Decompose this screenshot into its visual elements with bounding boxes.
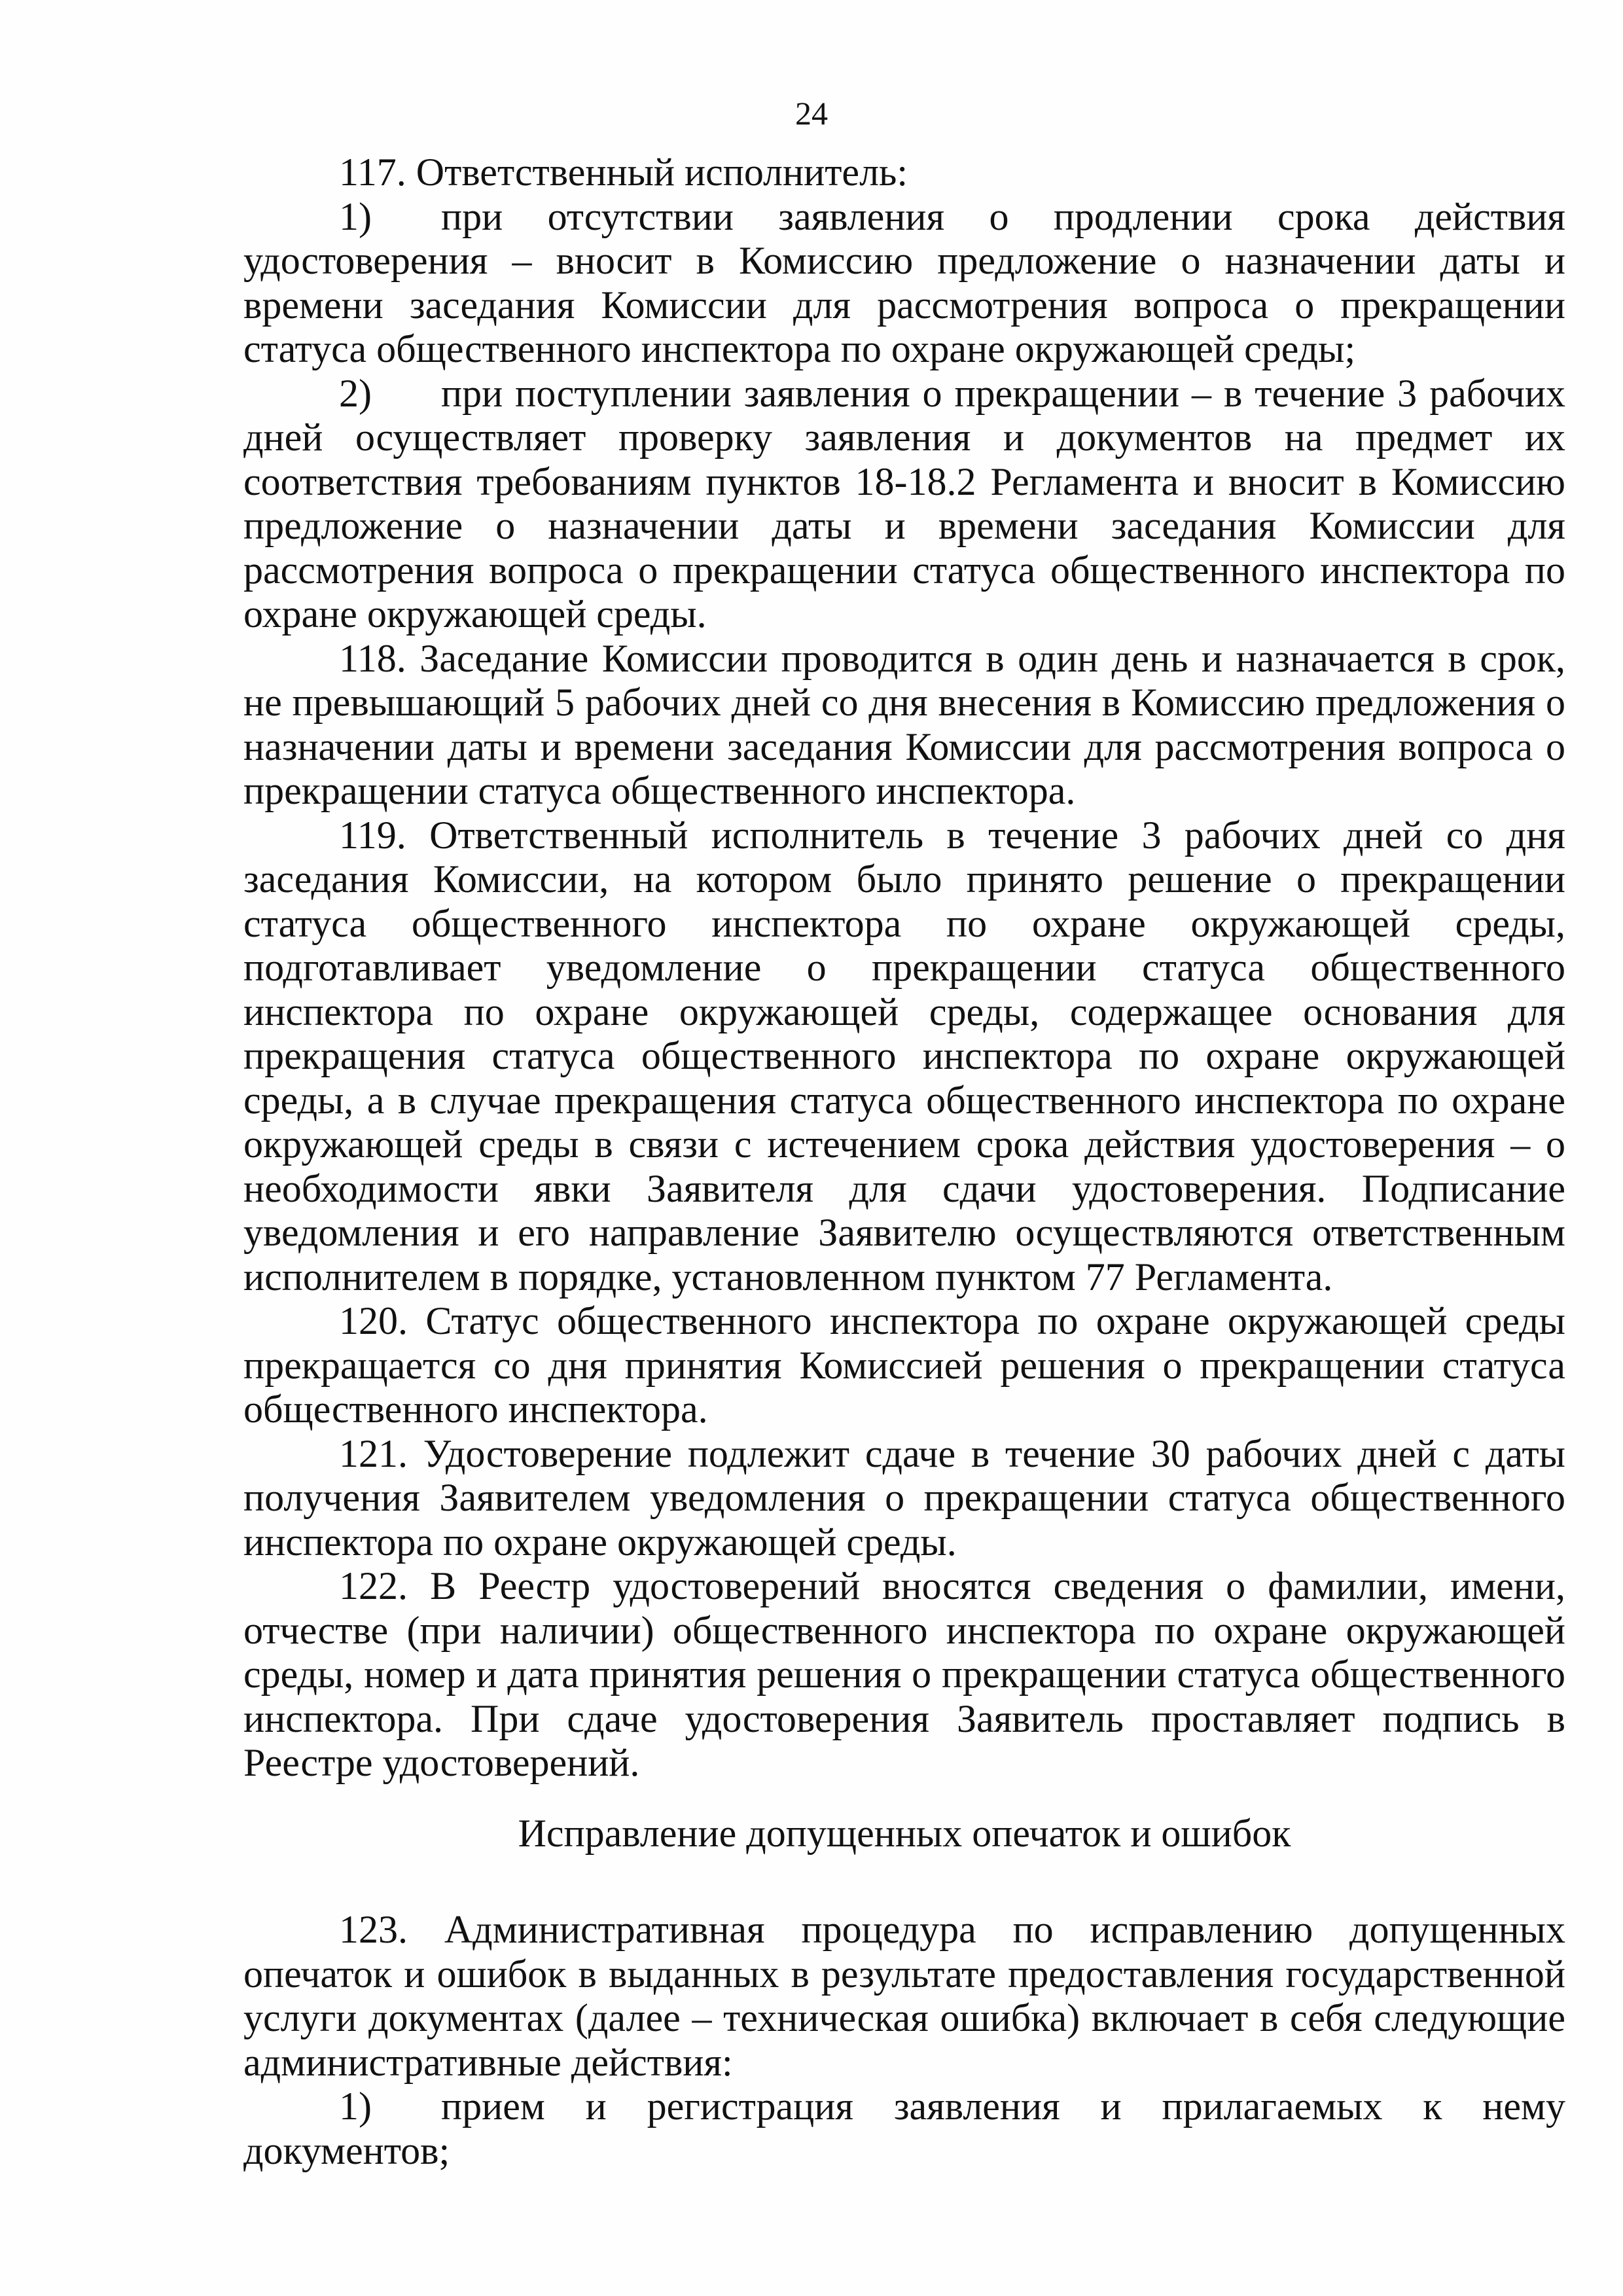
paragraph-text: Ответственный исполнитель: (406, 151, 908, 194)
paragraph-text: при поступлении заявления о прекращении – в течение 3 рабочих дней осуществляет проверку заявления и документов на предмет их соответствия требованиям пунктов 18-18.2 Регламента и вносит в Комиссию предложение о назначении даты и времени заседания Комиссии для рассмотрения вопроса о прекращении статуса общественного инспектора по охране окружающей среды. (243, 371, 1565, 636)
item-number: 118. (339, 636, 406, 680)
paragraph-119 (243, 814, 1565, 1300)
paragraph-text: Административная процедура по исправлению допущенных опечаток и ошибок в выданных в результате предоставления государственной услуги документах (далее – техническая ошибка) включает в себя следующие административные действия: (243, 1908, 1565, 2084)
paragraph-text: Удостоверение подлежит сдаче в течение 30 рабочих дней с даты получения Заявителем уведомления о прекращении статуса общественного инспектора по охране окружающей среды. (243, 1431, 1565, 1564)
paragraph-118 (243, 637, 1565, 814)
item-number: 117. (339, 151, 406, 194)
paragraph-123-1 (243, 2085, 1565, 2173)
item-number: 119. (339, 813, 406, 857)
item-number: 121. (339, 1431, 408, 1475)
paragraph-text: Ответственный исполнитель в течение 3 рабочих дней со дня заседания Комиссии, на котором было принято решение о прекращении статуса общественного инспектора по охране окружающей среды, подготавливает уведомление о прекращении статуса общественного инспектора по охране окружающей среды, содержащее основания для прекращения статуса общественного инспектора по охране окружающей среды, а в случае прекращения статуса общественного инспектора по охране окружающей среды в связи с истечением срока действия удостоверения – о необходимости явки Заявителя для сдачи удостоверения. Подписание уведомления и его направление Заявителю осуществляются ответственным исполнителем в порядке, установленном пунктом 77 Регламента. (243, 813, 1565, 1299)
paragraph-text: Статус общественного инспектора по охране окружающей среды прекращается со дня принятия Комиссией решения о прекращении статуса общественного инспектора. (243, 1299, 1565, 1431)
paragraph-117 (243, 151, 1565, 195)
paragraph-text: Заседание Комиссии проводится в один день и назначается в срок, не превышающий 5 рабочих дней со дня внесения в Комиссию предложения о назначении даты и времени заседания Комиссии для рассмотрения вопроса о прекращении статуса общественного инспектора. (243, 636, 1565, 812)
paragraph-121 (243, 1432, 1565, 1565)
item-number: 122. (339, 1564, 408, 1607)
document-body (243, 151, 1565, 2173)
paragraph-117-2 (243, 372, 1565, 637)
paragraph-117-1 (243, 195, 1565, 372)
paragraph-123 (243, 1908, 1565, 2085)
page-number: 24 (795, 95, 828, 132)
item-number: 1) (339, 2085, 372, 2128)
item-number: 2) (339, 371, 372, 415)
paragraph-122 (243, 1564, 1565, 1785)
item-number: 123. (339, 1908, 408, 1951)
paragraph-text: В Реестр удостоверений вносятся сведения о фамилии, имени, отчестве (при наличии) общественного инспектора по охране окружающей среды, номер и дата принятия решения о прекращении статуса общественного инспектора. При сдаче удостоверения Заявитель проставляет подпись в Реестре удостоверений. (243, 1564, 1565, 1784)
item-number: 120. (339, 1299, 408, 1342)
paragraph-text: при отсутствии заявления о продлении срока действия удостоверения – вносит в Комиссию предложение о назначении даты и времени заседания Комиссии для рассмотрения вопроса о прекращении статуса общественного инспектора по охране окружающей среды; (243, 194, 1565, 370)
item-number: 1) (339, 194, 372, 238)
paragraph-text: прием и регистрация заявления и прилагаемых к нему документов; (243, 2085, 1565, 2172)
paragraph-120 (243, 1299, 1565, 1432)
section-heading: Исправление допущенных опечаток и ошибок (518, 1811, 1291, 1855)
